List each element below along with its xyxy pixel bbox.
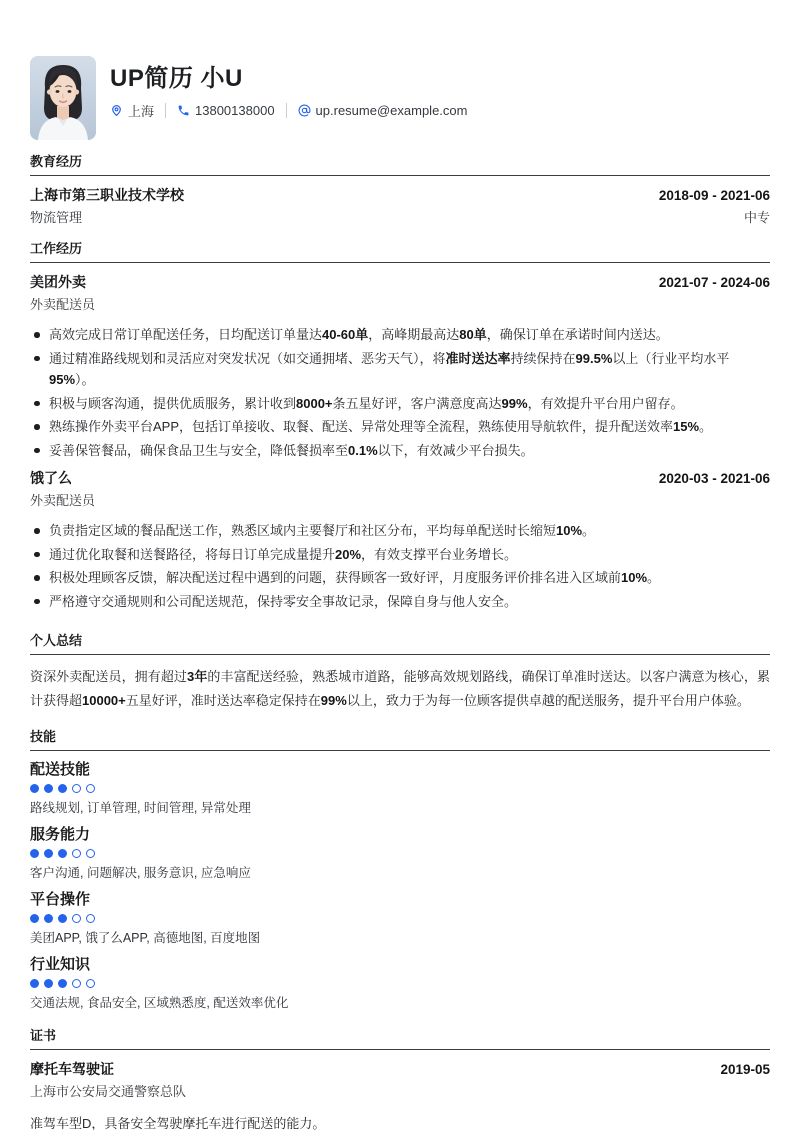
skill-dot-empty: [72, 784, 81, 793]
skill-dot-filled: [44, 914, 53, 923]
job-entry: [30, 468, 770, 612]
skill-level-dots: [30, 784, 770, 793]
job-period: 2020-03 - 2021-06: [658, 471, 770, 486]
job-bullet: 积极与顾客沟通，提供优质服务，累计收到8000+条五星好评，客户满意度高达99%，有效提升平台用户留存。: [30, 393, 770, 415]
at-sign-icon: [298, 104, 311, 117]
job-entry: [30, 272, 770, 461]
skill-dot-filled: [44, 784, 53, 793]
job-bullet: 负责指定区域的餐品配送工作，熟悉区域内主要餐厅和社区分布，平均每单配送时长缩短10%。: [30, 520, 770, 542]
education-major: 物流管理: [30, 210, 83, 225]
job-bullet: 通过优化取餐和送餐路径，将每日订单完成量提升20%，有效支撑平台业务增长。: [30, 544, 770, 566]
certificate-entry: [30, 1059, 770, 1130]
job-bullet: 通过精准路线规划和灵活应对突发状况（如交通拥堵、恶劣天气），将准时送达率持续保持在99.5%以上（行业平均水平95%）。: [30, 348, 770, 391]
company-name: 美团外卖: [30, 274, 86, 290]
skill-name: 配送技能: [30, 761, 91, 778]
skill-dot-filled: [44, 979, 53, 988]
skill-dot-empty: [86, 784, 95, 793]
skill-dot-filled: [30, 979, 39, 988]
skills-section-title: 技能: [30, 728, 770, 751]
skill-dot-empty: [72, 849, 81, 858]
job-bullet-list: [30, 520, 770, 612]
job-role: 外卖配送员: [30, 493, 96, 508]
skill-dot-empty: [72, 979, 81, 988]
section-skills: [30, 728, 770, 1011]
phone-number: 13800138000: [195, 102, 275, 118]
skill-dot-filled: [44, 849, 53, 858]
summary-text: 资深外卖配送员，拥有超过3年的丰富配送经验，熟悉城市道路，能够高效规划路线，确保订单准时送达。以客户满意为核心，累计获得超10000+五星好评，准时送达率稳定保持在99%以上，致力于为每一位顾客提供卓越的配送服务，提升平台用户体验。: [30, 669, 770, 708]
skill-dot-filled: [30, 849, 39, 858]
certificate-name: 摩托车驾驶证: [30, 1061, 114, 1077]
job-bullet: 高效完成日常订单配送任务，日均配送订单量达40-60单，高峰期最高达80单，确保订单在承诺时间内送达。: [30, 324, 770, 346]
phone-icon: [177, 104, 190, 117]
skill-level-dots: [30, 914, 770, 923]
job-period: 2021-07 - 2024-06: [658, 275, 770, 290]
candidate-name: UP简历 小U: [110, 65, 243, 92]
skill-details: 美团APP, 饿了么APP, 高德地图, 百度地图: [30, 931, 261, 945]
skill-dot-filled: [58, 914, 67, 923]
skill-item: [30, 890, 770, 946]
education-section-title: 教育经历: [30, 153, 770, 176]
location-text: 上海: [128, 103, 155, 119]
skill-level-dots: [30, 849, 770, 858]
school-name: 上海市第三职业技术学校: [30, 187, 184, 203]
certificate-date: 2019-05: [720, 1062, 770, 1077]
header-info: [110, 56, 467, 120]
skill-dot-filled: [30, 784, 39, 793]
certificate-description: 准驾车型D，具备安全驾驶摩托车进行配送的能力。: [30, 1116, 326, 1130]
certificates-section-title: 证书: [30, 1027, 770, 1050]
skill-dot-filled: [58, 784, 67, 793]
skill-name: 服务能力: [30, 826, 91, 843]
section-certificates: [30, 1027, 770, 1130]
email-text: up.resume@example.com: [315, 102, 468, 118]
certificate-issuer: 上海市公安局交通警察总队: [30, 1084, 187, 1099]
job-bullet-list: [30, 324, 770, 461]
skill-dot-filled: [58, 849, 67, 858]
header: [30, 56, 770, 140]
contact-divider: [165, 103, 166, 118]
skill-details: 交通法规, 食品安全, 区域熟悉度, 配送效率优化: [30, 996, 289, 1010]
skill-details: 路线规划, 订单管理, 时间管理, 异常处理: [30, 801, 251, 815]
skill-dot-empty: [86, 979, 95, 988]
section-summary: [30, 632, 770, 712]
skill-item: [30, 955, 770, 1011]
skill-dot-empty: [72, 914, 81, 923]
summary-section-title: 个人总结: [30, 632, 770, 655]
contact-email: [298, 103, 468, 118]
contact-phone: [177, 103, 275, 118]
section-education: [30, 153, 770, 227]
skill-dot-empty: [86, 914, 95, 923]
skill-name: 平台操作: [30, 891, 91, 908]
profile-photo-illustration: [30, 56, 96, 140]
contact-divider: [286, 103, 287, 118]
education-degree: 中专: [743, 210, 770, 225]
skill-item: [30, 760, 770, 816]
education-entry: [30, 185, 770, 227]
skill-details: 客户沟通, 问题解决, 服务意识, 应急响应: [30, 866, 251, 880]
education-period: 2018-09 - 2021-06: [658, 188, 770, 203]
skill-level-dots: [30, 979, 770, 988]
skill-item: [30, 825, 770, 881]
job-bullet: 严格遵守交通规则和公司配送规范，保持零安全事故记录，保障自身与他人安全。: [30, 591, 770, 613]
job-bullet: 熟练操作外卖平台APP，包括订单接收、取餐、配送、异常处理等全流程，熟练使用导航软件，提升配送效率15%。: [30, 416, 770, 438]
skill-dot-filled: [30, 914, 39, 923]
skill-dot-empty: [86, 849, 95, 858]
skill-dot-filled: [58, 979, 67, 988]
job-bullet: 积极处理顾客反馈，解决配送过程中遇到的问题，获得顾客一致好评，月度服务评价排名进入区域前10%。: [30, 567, 770, 589]
work-section-title: 工作经历: [30, 240, 770, 263]
section-work: [30, 240, 770, 612]
contact-row: [110, 101, 467, 120]
contact-location: [110, 101, 154, 120]
location-pin-icon: [110, 104, 123, 117]
job-bullet: 妥善保管餐品，确保食品卫生与安全，降低餐损率至0.1%以下，有效减少平台损失。: [30, 440, 770, 462]
skill-name: 行业知识: [30, 956, 91, 973]
job-role: 外卖配送员: [30, 297, 96, 312]
company-name: 饿了么: [30, 470, 72, 486]
profile-photo: [30, 56, 96, 140]
